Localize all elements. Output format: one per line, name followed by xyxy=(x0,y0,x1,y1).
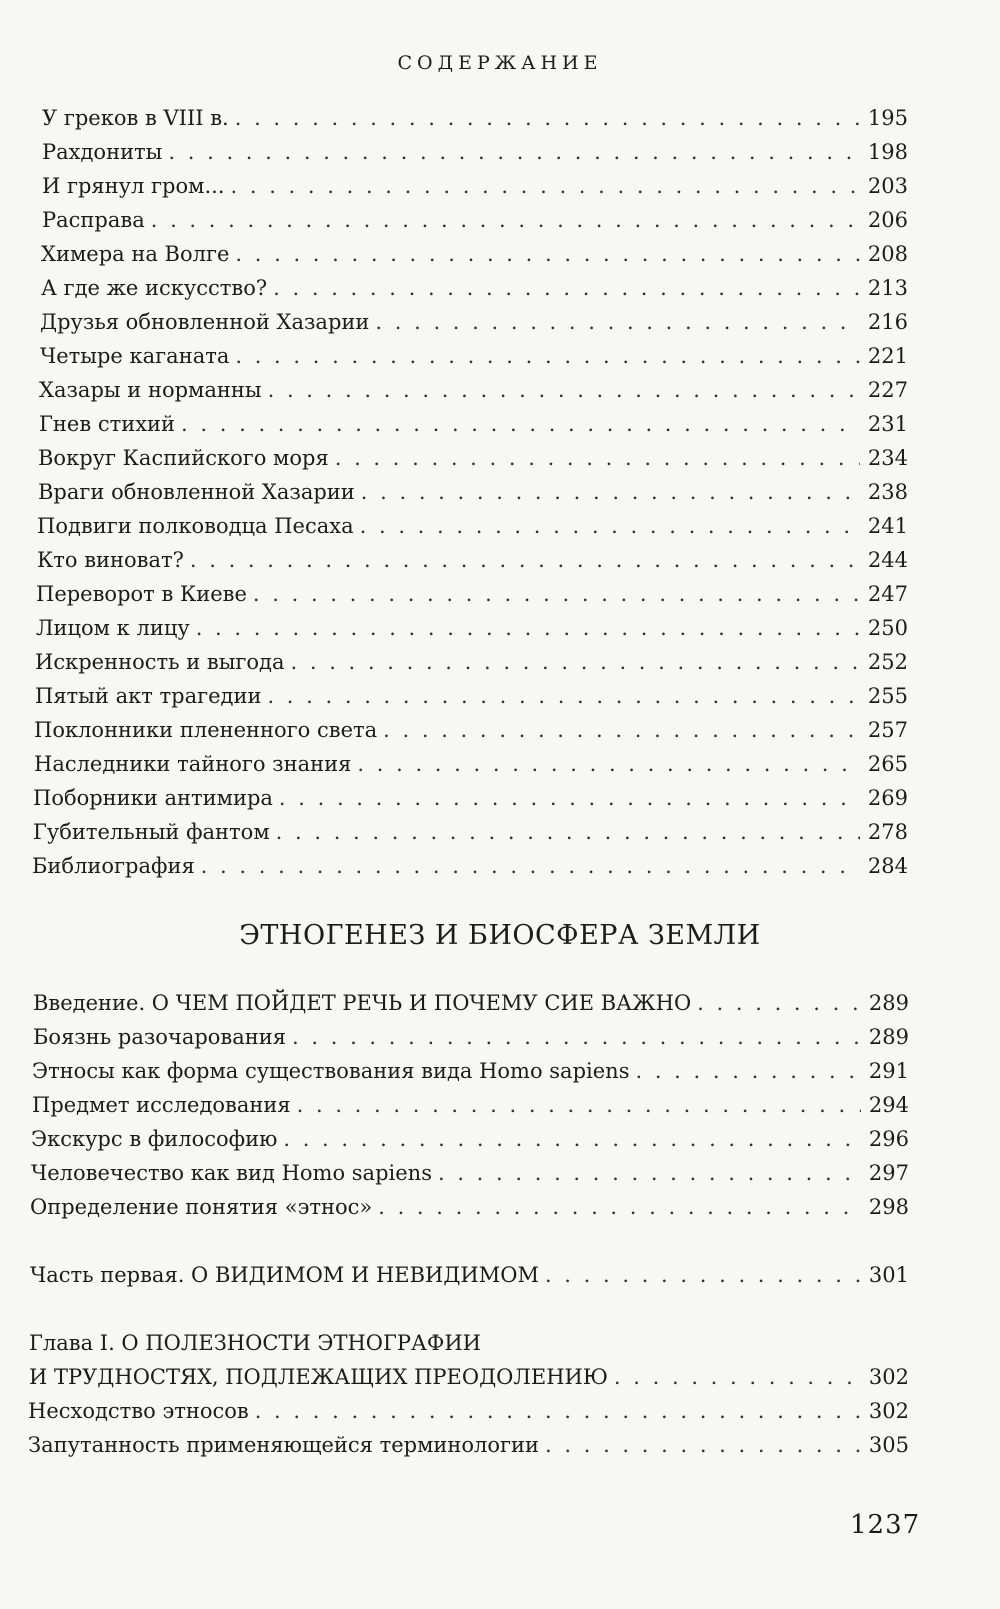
toc-entry-title: Поклонники плененного света xyxy=(34,718,378,742)
toc-entry-page: 206 xyxy=(867,208,908,232)
toc-entry xyxy=(42,105,908,131)
toc-entry-title: Библиография xyxy=(32,854,195,878)
dot-leader xyxy=(614,1364,861,1390)
toc-entry xyxy=(28,1398,909,1424)
toc-entry-title: Переворот в Киеве xyxy=(36,582,247,606)
toc-entry xyxy=(30,1194,909,1220)
dot-leader xyxy=(360,513,860,539)
toc-entry-page: 234 xyxy=(867,446,908,470)
toc-entry xyxy=(39,411,908,437)
toc-entry-page: 213 xyxy=(867,276,908,300)
toc-entry xyxy=(32,1092,909,1118)
toc-entry xyxy=(35,683,908,709)
dot-leader xyxy=(276,819,860,845)
toc-entry-page: 298 xyxy=(868,1195,909,1219)
toc-entry-page: 250 xyxy=(867,616,908,640)
toc-entry xyxy=(33,990,909,1016)
toc-entry-title: Гнев стихий xyxy=(39,412,176,436)
toc-entry-title: Вокруг Каспийского моря xyxy=(38,446,329,470)
toc-entry-title: Расправа xyxy=(42,208,145,232)
toc-entry-page: 296 xyxy=(868,1127,909,1151)
toc-entry-page: 305 xyxy=(868,1433,909,1457)
toc-entry xyxy=(32,1058,909,1084)
toc-entry xyxy=(37,547,908,573)
toc-entry-page: 216 xyxy=(867,310,908,334)
dot-leader xyxy=(297,1092,861,1118)
running-header: СОДЕРЖАНИЕ xyxy=(397,52,603,74)
toc-part-heading xyxy=(30,1262,909,1288)
dot-leader xyxy=(273,275,860,301)
toc-entry xyxy=(40,343,908,369)
toc-entry-page: 302 xyxy=(868,1399,909,1423)
dot-leader xyxy=(697,990,861,1016)
toc-entry-page: 247 xyxy=(867,582,908,606)
toc-entry-title: Предмет исследования xyxy=(32,1093,291,1117)
dot-leader xyxy=(151,207,860,233)
dot-leader xyxy=(267,683,860,709)
toc-entry-page: 244 xyxy=(867,548,908,572)
toc-entry-title: Экскурс в философию xyxy=(31,1127,278,1151)
toc-entry-title: Искренность и выгода xyxy=(35,650,285,674)
section-title: ЭТНОГЕНЕЗ И БИОСФЕРА ЗЕМЛИ xyxy=(239,920,761,951)
toc-entry-title: Химера на Волге xyxy=(41,242,230,266)
toc-entry-page: 284 xyxy=(867,854,908,878)
toc-entry-page: 198 xyxy=(867,140,908,164)
toc-entry-title: Пятый акт трагедии xyxy=(35,684,262,708)
dot-leader xyxy=(255,1398,861,1424)
toc-entry-page: 265 xyxy=(867,752,908,776)
toc-entry-page: 252 xyxy=(867,650,908,674)
toc-entry-title: Лицом к лицу xyxy=(36,616,190,640)
dot-leader xyxy=(235,241,860,267)
dot-leader xyxy=(268,377,860,403)
toc-entry xyxy=(36,581,908,607)
dot-leader xyxy=(291,649,861,675)
toc-entry-title: Человечество как вид Homo sapiens xyxy=(31,1161,432,1185)
dot-leader xyxy=(545,1432,861,1458)
toc-entry-page: 241 xyxy=(867,514,908,538)
toc-entry-page: 269 xyxy=(867,786,908,810)
dot-leader xyxy=(181,411,860,437)
toc-entry-title: Наследники тайного знания xyxy=(34,752,352,776)
dot-leader xyxy=(438,1160,861,1186)
toc-entry xyxy=(42,207,908,233)
toc-entry-title: Враги обновленной Хазарии xyxy=(38,480,355,504)
toc-entry-page: 289 xyxy=(868,991,909,1015)
dot-leader xyxy=(361,479,860,505)
toc-entry-title: Запутанность применяющейся терминологии xyxy=(28,1433,540,1457)
toc-entry-page: 289 xyxy=(868,1025,909,1049)
chapter-title-line-2: И ТРУДНОСТЯХ, ПОДЛЕЖАЩИХ ПРЕОДОЛЕНИЮ xyxy=(29,1365,608,1389)
toc-entry-page: 203 xyxy=(867,174,908,198)
dot-leader xyxy=(235,343,860,369)
toc-entry xyxy=(42,173,908,199)
toc-entry-page: 255 xyxy=(867,684,908,708)
toc-entry xyxy=(33,785,908,811)
toc-entry-page: 257 xyxy=(867,718,908,742)
toc-entry-page: 195 xyxy=(867,106,908,130)
toc-entry-page: 302 xyxy=(868,1365,909,1389)
toc-entry-page: 238 xyxy=(867,480,908,504)
toc-entry-title: Введение. О ЧЕМ ПОЙДЕТ РЕЧЬ И ПОЧЕМУ СИЕ ВАЖНО xyxy=(33,991,692,1015)
toc-entry-title: И грянул гром... xyxy=(42,174,225,198)
dot-leader xyxy=(635,1058,861,1084)
dot-leader xyxy=(201,853,860,879)
dot-leader xyxy=(190,547,860,573)
toc-entry-title: Кто виноват? xyxy=(37,548,184,572)
dot-leader xyxy=(231,173,861,199)
dot-leader xyxy=(279,785,860,811)
toc-entry-page: 291 xyxy=(868,1059,909,1083)
toc-entry xyxy=(34,751,908,777)
toc-entry-title: Несходство этносов xyxy=(28,1399,249,1423)
toc-entry-title: Часть первая. О ВИДИМОМ И НЕВИДИМОМ xyxy=(30,1263,539,1287)
dot-leader xyxy=(253,581,860,607)
toc-entry xyxy=(32,853,908,879)
toc-entry-page: 294 xyxy=(868,1093,909,1117)
toc-entry xyxy=(41,241,908,267)
dot-leader xyxy=(375,309,860,335)
page-number: 1237 xyxy=(850,1510,921,1540)
toc-entry-title: У греков в VIII в. xyxy=(42,106,229,130)
toc-entry-title: Четыре каганата xyxy=(40,344,230,368)
toc-entry-page: 231 xyxy=(867,412,908,436)
dot-leader xyxy=(168,139,860,165)
toc-entry xyxy=(31,1126,909,1152)
toc-entry xyxy=(35,649,908,675)
toc-entry xyxy=(39,377,908,403)
toc-entry xyxy=(42,139,908,165)
toc-entry-title: А где же искусство? xyxy=(41,276,268,300)
chapter-title-line-1: Глава I. О ПОЛЕЗНОСТИ ЭТНОГРАФИИ xyxy=(29,1331,481,1355)
toc-entry-page: 208 xyxy=(867,242,908,266)
toc-entry-title: Друзья обновленной Хазарии xyxy=(40,310,370,334)
dot-leader xyxy=(235,105,860,131)
toc-entry-title: Этносы как форма существования вида Homo sapiens xyxy=(32,1059,630,1083)
toc-entry xyxy=(28,1432,909,1458)
toc-entry-title: Определение понятия «этнос» xyxy=(30,1195,373,1219)
toc-entry-title: Рахдониты xyxy=(42,140,163,164)
toc-entry-title: Губительный фантом xyxy=(33,820,270,844)
dot-leader xyxy=(357,751,860,777)
dot-leader xyxy=(292,1024,861,1050)
toc-entry xyxy=(34,717,908,743)
toc-entry-page: 301 xyxy=(868,1263,909,1287)
dot-leader xyxy=(335,445,860,471)
toc-entry xyxy=(33,819,908,845)
toc-entry-title: Боязнь разочарования xyxy=(33,1025,287,1049)
toc-entry-page: 278 xyxy=(867,820,908,844)
toc-entry xyxy=(38,445,908,471)
dot-leader xyxy=(283,1126,861,1152)
toc-entry xyxy=(33,1024,909,1050)
toc-entry-title: Подвиги полководца Песаха xyxy=(37,514,354,538)
toc-entry-page: 221 xyxy=(867,344,908,368)
toc-entry xyxy=(36,615,908,641)
dot-leader xyxy=(196,615,860,641)
dot-leader xyxy=(545,1262,861,1288)
toc-entry-page: 297 xyxy=(868,1161,909,1185)
dot-leader xyxy=(378,1194,861,1220)
toc-entry xyxy=(38,479,908,505)
toc-entry-title: Поборники антимира xyxy=(33,786,273,810)
toc-entry-page: 227 xyxy=(867,378,908,402)
dot-leader xyxy=(383,717,860,743)
toc-entry xyxy=(37,513,908,539)
toc-entry xyxy=(41,275,908,301)
toc-entry xyxy=(31,1160,909,1186)
toc-chapter-heading xyxy=(29,1364,909,1390)
toc-entry xyxy=(40,309,908,335)
toc-entry-title: Хазары и норманны xyxy=(39,378,262,402)
